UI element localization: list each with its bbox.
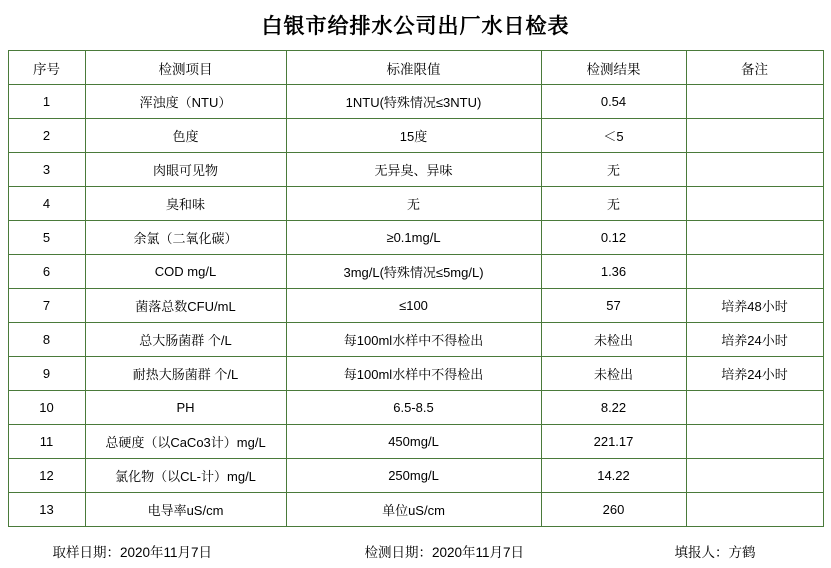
cell-limit: 无异臭、异味 — [286, 153, 541, 187]
cell-item: 总硬度（以CaCo3计）mg/L — [85, 425, 286, 459]
cell-no: 3 — [8, 153, 85, 187]
cell-item: COD mg/L — [85, 255, 286, 289]
cell-remark — [686, 425, 823, 459]
cell-result: 无 — [541, 187, 686, 221]
cell-item: 余氯（二氧化碳） — [85, 221, 286, 255]
cell-limit: ≥0.1mg/L — [286, 221, 541, 255]
cell-no: 8 — [8, 323, 85, 357]
cell-item: PH — [85, 391, 286, 425]
cell-limit: ≤100 — [286, 289, 541, 323]
table-row — [8, 255, 823, 289]
column-header-limit: 标准限值 — [286, 51, 541, 85]
cell-no: 2 — [8, 119, 85, 153]
cell-limit: 6.5-8.5 — [286, 391, 541, 425]
cell-item: 色度 — [85, 119, 286, 153]
cell-remark: 培养48小时 — [686, 289, 823, 323]
column-header-no: 序号 — [8, 51, 85, 85]
column-header-result: 检测结果 — [541, 51, 686, 85]
column-header-remark: 备注 — [686, 51, 823, 85]
cell-result: 0.54 — [541, 85, 686, 119]
cell-limit: 每100ml水样中不得检出 — [286, 357, 541, 391]
cell-item: 总大肠菌群 个/L — [85, 323, 286, 357]
cell-remark — [686, 459, 823, 493]
cell-item: 肉眼可见物 — [85, 153, 286, 187]
table-row — [8, 391, 823, 425]
water-quality-table — [8, 50, 824, 527]
cell-limit: 3mg/L(特殊情况≤5mg/L) — [286, 255, 541, 289]
cell-result: ＜5 — [541, 119, 686, 153]
cell-no: 6 — [8, 255, 85, 289]
table-row — [8, 459, 823, 493]
table-body — [8, 85, 823, 527]
cell-remark — [686, 493, 823, 527]
table-row — [8, 119, 823, 153]
table-row — [8, 187, 823, 221]
cell-limit: 无 — [286, 187, 541, 221]
cell-result: 57 — [541, 289, 686, 323]
cell-no: 5 — [8, 221, 85, 255]
column-header-item: 检测项目 — [85, 51, 286, 85]
cell-no: 4 — [8, 187, 85, 221]
cell-remark — [686, 255, 823, 289]
table-header-row — [8, 51, 823, 85]
table-row — [8, 323, 823, 357]
cell-remark — [686, 119, 823, 153]
reporter-name: 填报人：方鹤 — [674, 545, 756, 560]
cell-remark — [686, 85, 823, 119]
cell-remark — [686, 153, 823, 187]
cell-remark — [686, 221, 823, 255]
document-footer — [21, 527, 811, 561]
cell-remark — [686, 391, 823, 425]
cell-item: 菌落总数CFU/mL — [85, 289, 286, 323]
cell-item: 电导率uS/cm — [85, 493, 286, 527]
test-date: 检测日期：2020年11月7日 — [364, 545, 525, 560]
table-row — [8, 493, 823, 527]
cell-result: 未检出 — [541, 357, 686, 391]
cell-limit: 250mg/L — [286, 459, 541, 493]
cell-result: 1.36 — [541, 255, 686, 289]
cell-result: 14.22 — [541, 459, 686, 493]
cell-no: 12 — [8, 459, 85, 493]
cell-result: 260 — [541, 493, 686, 527]
table-row — [8, 221, 823, 255]
cell-no: 10 — [8, 391, 85, 425]
cell-item: 氯化物（以CL-计）mg/L — [85, 459, 286, 493]
cell-limit: 每100ml水样中不得检出 — [286, 323, 541, 357]
cell-item: 浑浊度（NTU） — [85, 85, 286, 119]
cell-result: 221.17 — [541, 425, 686, 459]
cell-no: 11 — [8, 425, 85, 459]
table-row — [8, 153, 823, 187]
page-title: 白银市给排水公司出厂水日检表 — [261, 15, 570, 38]
cell-item: 臭和味 — [85, 187, 286, 221]
cell-remark: 培养24小时 — [686, 323, 823, 357]
table-row — [8, 425, 823, 459]
cell-limit: 450mg/L — [286, 425, 541, 459]
cell-no: 7 — [8, 289, 85, 323]
cell-result: 8.22 — [541, 391, 686, 425]
cell-no: 1 — [8, 85, 85, 119]
table-row — [8, 85, 823, 119]
cell-remark: 培养24小时 — [686, 357, 823, 391]
table-row — [8, 357, 823, 391]
table-row — [8, 289, 823, 323]
cell-result: 0.12 — [541, 221, 686, 255]
cell-limit: 1NTU(特殊情况≤3NTU) — [286, 85, 541, 119]
cell-no: 13 — [8, 493, 85, 527]
cell-no: 9 — [8, 357, 85, 391]
cell-limit: 单位uS/cm — [286, 493, 541, 527]
cell-result: 未检出 — [541, 323, 686, 357]
cell-remark — [686, 187, 823, 221]
sample-date: 取样日期：2020年11月7日 — [52, 545, 213, 560]
cell-limit: 15度 — [286, 119, 541, 153]
cell-result: 无 — [541, 153, 686, 187]
cell-item: 耐热大肠菌群 个/L — [85, 357, 286, 391]
